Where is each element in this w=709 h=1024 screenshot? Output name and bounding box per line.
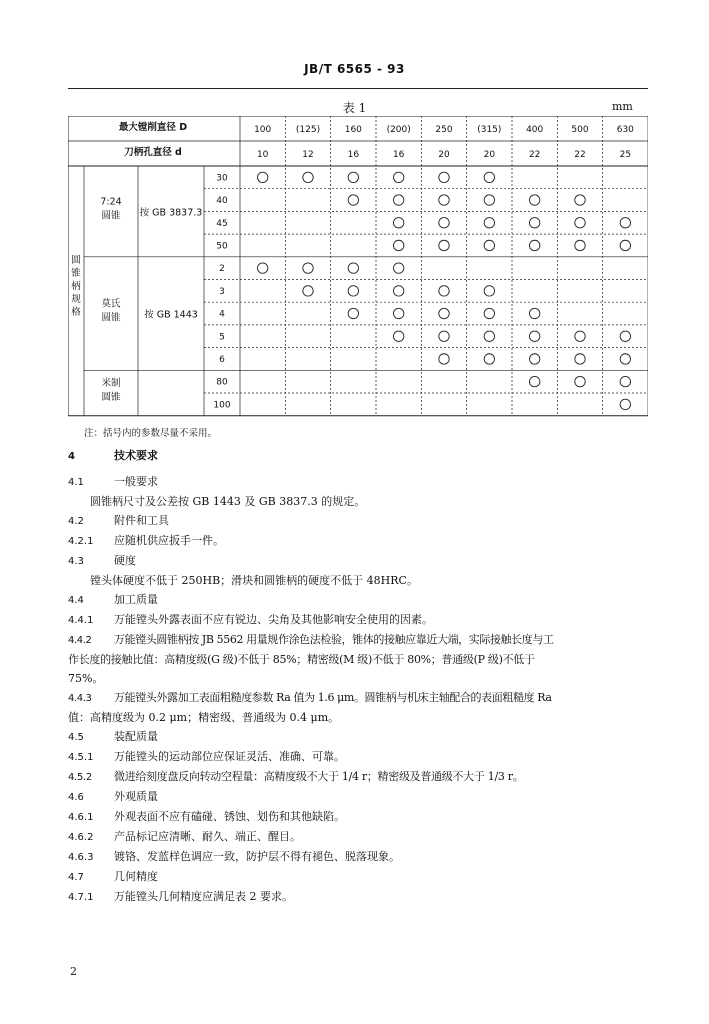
- availability-circle: [484, 354, 494, 364]
- cone-size: 6: [219, 354, 225, 365]
- cone-size: 5: [219, 332, 225, 343]
- section-text: 外观表面不应有磕碰、锈蚀、划伤和其他缺陷。: [114, 810, 345, 823]
- max-boring-diameter-value: 250: [435, 125, 453, 135]
- section-4-4-2-continued: 作长度的接触比值：高精度级(G 级)不低于 85%；精密级(M 级)不低于 80%；普通级(P 级)不低于: [68, 653, 535, 666]
- section-number: 4.6.1: [68, 812, 94, 823]
- section-number: 4.3: [68, 556, 84, 567]
- cone-shank-spec-table: [68, 116, 648, 420]
- max-boring-diameter-value: 630: [616, 125, 634, 135]
- cone-size: 30: [216, 173, 228, 184]
- availability-circle: [439, 286, 449, 296]
- section-text: 微进给刻度盘反向转动空程量：高精度级不大于 1/4 r；精密级及普通级不大于 1/3 r。: [114, 770, 524, 783]
- section-4-4-3-continued: 值：高精度级为 0.2 μm；精密级、普通级为 0.4 μm。: [68, 711, 340, 724]
- availability-circle: [620, 376, 630, 386]
- section-4-4-2-continued: 75%。: [68, 672, 104, 685]
- cone-size: 100: [213, 400, 231, 411]
- cone-size: 3: [219, 286, 225, 297]
- cone-size: 80: [216, 377, 228, 388]
- table-note: 注：括号内的参数尽量不采用。: [84, 428, 218, 439]
- max-boring-diameter-value: 400: [526, 125, 544, 135]
- availability-circle: [529, 308, 539, 318]
- tool-bore-diameter-value: 16: [347, 150, 360, 160]
- availability-circle: [393, 218, 403, 228]
- availability-circle: [620, 354, 630, 364]
- section-number: 4.5.1: [68, 752, 94, 763]
- availability-circle: [439, 308, 449, 318]
- availability-circle: [529, 240, 539, 250]
- tool-bore-diameter-value: 22: [528, 150, 541, 160]
- section-4-5-1: [68, 747, 643, 767]
- availability-circle: [348, 263, 358, 273]
- section-text: 应随机供应扳手一件。: [114, 534, 224, 547]
- section-text: 万能镗头外露加工表面粗糙度参数 Ra 值为 1.6 μm。圆锥柄与机床主轴配合的表面粗糙度 Ra: [114, 691, 552, 704]
- availability-circle: [484, 172, 494, 182]
- availability-circle: [348, 286, 358, 296]
- availability-circle: [529, 354, 539, 364]
- section-4-7-heading: [68, 867, 643, 887]
- tool-bore-diameter-value: 10: [256, 150, 269, 160]
- vertical-label-char: 圆: [71, 254, 81, 266]
- section-title: 外观质量: [114, 790, 158, 803]
- availability-circle: [348, 195, 358, 205]
- availability-circle: [484, 331, 494, 341]
- section-number: 4: [68, 451, 75, 462]
- cone-type-name: 米制: [101, 378, 121, 389]
- section-4-6-2: [68, 827, 643, 847]
- tool-bore-diameter-value: 16: [392, 150, 405, 160]
- availability-circle: [257, 263, 267, 273]
- section-text: 万能镗头圆锥柄按 JB 5562 用量规作涂色法检验，锥体的接触应靠近大端，实际接触长度与工: [114, 633, 554, 646]
- availability-circle: [484, 195, 494, 205]
- section-number: 4.4.1: [68, 615, 94, 626]
- availability-circle: [393, 263, 403, 273]
- section-number: 4.6: [68, 792, 84, 803]
- cone-size: 50: [216, 241, 228, 252]
- availability-circle: [529, 195, 539, 205]
- technical-requirements: [68, 446, 643, 907]
- availability-circle: [393, 172, 403, 182]
- availability-circle: [484, 218, 494, 228]
- availability-circle: [484, 240, 494, 250]
- section-4-1-text: 圆锥柄尺寸及公差按 GB 1443 及 GB 3837.3 的规定。: [90, 495, 366, 508]
- max-boring-diameter-value: (125): [295, 125, 321, 135]
- vertical-label-char: 柄: [71, 280, 81, 292]
- section-4-4-2: [68, 630, 643, 650]
- section-4-4-heading: [68, 590, 643, 610]
- availability-circle: [575, 331, 585, 341]
- cone-size: 2: [219, 264, 225, 275]
- section-number: 4.6.3: [68, 852, 94, 863]
- availability-circle: [529, 331, 539, 341]
- tool-bore-diameter-value: 20: [438, 150, 450, 160]
- cone-size: 40: [216, 196, 228, 207]
- section-number: 4.6.2: [68, 832, 94, 843]
- section-title: 几何精度: [114, 870, 158, 883]
- section-text: 万能镗头几何精度应满足表 2 要求。: [114, 890, 293, 903]
- section-4-heading: [68, 446, 643, 466]
- section-4-6-3: [68, 847, 643, 867]
- cone-type-name: 圆锥: [101, 312, 121, 324]
- cone-type-name: 莫氏: [101, 298, 121, 310]
- section-4-3-text: 镗头体硬度不低于 250HB；滑块和圆锥柄的硬度不低于 48HRC。: [90, 574, 418, 587]
- cone-standard: 按 GB 3837.3: [139, 207, 203, 219]
- availability-circle: [439, 354, 449, 364]
- page-number: 2: [70, 965, 77, 978]
- max-boring-diameter-value: 160: [344, 125, 362, 135]
- max-boring-diameter-value: 500: [571, 125, 589, 135]
- cone-size: 4: [219, 309, 225, 320]
- availability-circle: [439, 172, 449, 182]
- max-boring-diameter-value: (200): [386, 125, 411, 135]
- section-4-4-1: [68, 610, 643, 630]
- section-number: 4.7: [68, 872, 84, 883]
- availability-circle: [393, 331, 403, 341]
- availability-circle: [303, 263, 313, 273]
- section-number: 4.1: [68, 477, 84, 488]
- section-number: 4.4: [68, 595, 84, 606]
- table-title: 表 1: [342, 101, 367, 115]
- section-4-2-heading: [68, 511, 643, 531]
- availability-circle: [620, 399, 630, 409]
- availability-circle: [484, 308, 494, 318]
- tool-bore-diameter-value: 20: [483, 150, 496, 160]
- cone-type-name: 圆锥: [101, 392, 121, 403]
- availability-circle: [348, 308, 358, 318]
- availability-circle: [439, 240, 449, 250]
- tool-bore-diameter-value: 22: [574, 150, 586, 160]
- availability-circle: [393, 286, 403, 296]
- cone-type-name: 7:24: [100, 196, 122, 208]
- section-text: 产品标记应清晰、耐久、端正、醒目。: [114, 830, 301, 843]
- cone-size: 45: [216, 218, 228, 229]
- section-title: 附件和工具: [114, 514, 169, 527]
- section-text: 镀铬、发蓝样色调应一致，防护层不得有褪色、脱落现象。: [114, 850, 400, 863]
- header-rule: [68, 88, 648, 89]
- tool-bore-diameter-header: 刀柄孔直径 d: [124, 147, 182, 158]
- availability-circle: [620, 331, 630, 341]
- availability-circle: [529, 376, 539, 386]
- section-number: 4.5.2: [68, 772, 92, 783]
- cone-shank-vertical-label: [71, 255, 81, 318]
- section-number: 4.2: [68, 516, 84, 527]
- max-boring-diameter-value: 100: [254, 125, 272, 135]
- vertical-label-char: 锥: [71, 267, 81, 279]
- section-number: 4.4.2: [68, 635, 92, 646]
- section-title: 一般要求: [114, 475, 158, 488]
- section-text: 万能镗头外露表面不应有锐边、尖角及其他影响安全使用的因素。: [114, 613, 433, 626]
- tool-bore-diameter-value: 25: [619, 150, 632, 160]
- availability-circle: [620, 240, 630, 250]
- availability-circle: [439, 331, 449, 341]
- table-cells: [100, 125, 634, 410]
- section-4-6-1: [68, 807, 643, 827]
- section-title: 技术要求: [114, 449, 158, 462]
- vertical-label-char: 格: [71, 306, 81, 318]
- section-4-1-heading: [68, 472, 643, 492]
- vertical-label-char: 规: [71, 293, 81, 305]
- availability-circle: [303, 172, 313, 182]
- cone-standard: 按 GB 1443: [144, 309, 198, 321]
- availability-circle: [303, 286, 313, 296]
- section-number: 4.7.1: [68, 892, 94, 903]
- section-title: 装配质量: [114, 730, 158, 743]
- availability-circle: [393, 240, 403, 250]
- availability-circle: [575, 354, 585, 364]
- availability-circle: [439, 218, 449, 228]
- availability-circle: [393, 195, 403, 205]
- availability-circle: [575, 218, 585, 228]
- section-4-7-1: [68, 887, 643, 907]
- availability-circle: [575, 195, 585, 205]
- max-boring-diameter-value: (315): [477, 125, 502, 135]
- section-4-4-3: [68, 688, 643, 708]
- availability-circle: [575, 376, 585, 386]
- table-unit: mm: [612, 100, 633, 113]
- availability-circle: [257, 172, 267, 182]
- running-header: JB/T 6565 - 93: [304, 62, 405, 76]
- section-number: 4.4.3: [68, 693, 92, 704]
- availability-circle: [529, 218, 539, 228]
- cone-type-name: 圆锥: [101, 210, 121, 222]
- availability-circle: [620, 218, 630, 228]
- section-4-6-heading: [68, 787, 643, 807]
- section-4-5-heading: [68, 727, 643, 747]
- section-number: 4.5: [68, 732, 84, 743]
- availability-circle: [439, 195, 449, 205]
- section-number: 4.2.1: [68, 536, 94, 547]
- availability-circle: [575, 240, 585, 250]
- section-text: 万能镗头的运动部位应保证灵活、准确、可靠。: [114, 750, 345, 763]
- availability-circle: [348, 172, 358, 182]
- availability-circle: [484, 286, 494, 296]
- section-4-5-2: [68, 767, 643, 787]
- availability-circle: [393, 308, 403, 318]
- section-title: 硬度: [114, 554, 136, 567]
- section-4-2-1: [68, 531, 643, 551]
- section-title: 加工质量: [114, 593, 158, 606]
- section-4-3-heading: [68, 551, 643, 571]
- tool-bore-diameter-value: 12: [302, 150, 314, 160]
- max-boring-diameter-header: 最大镗削直径 D: [118, 122, 188, 133]
